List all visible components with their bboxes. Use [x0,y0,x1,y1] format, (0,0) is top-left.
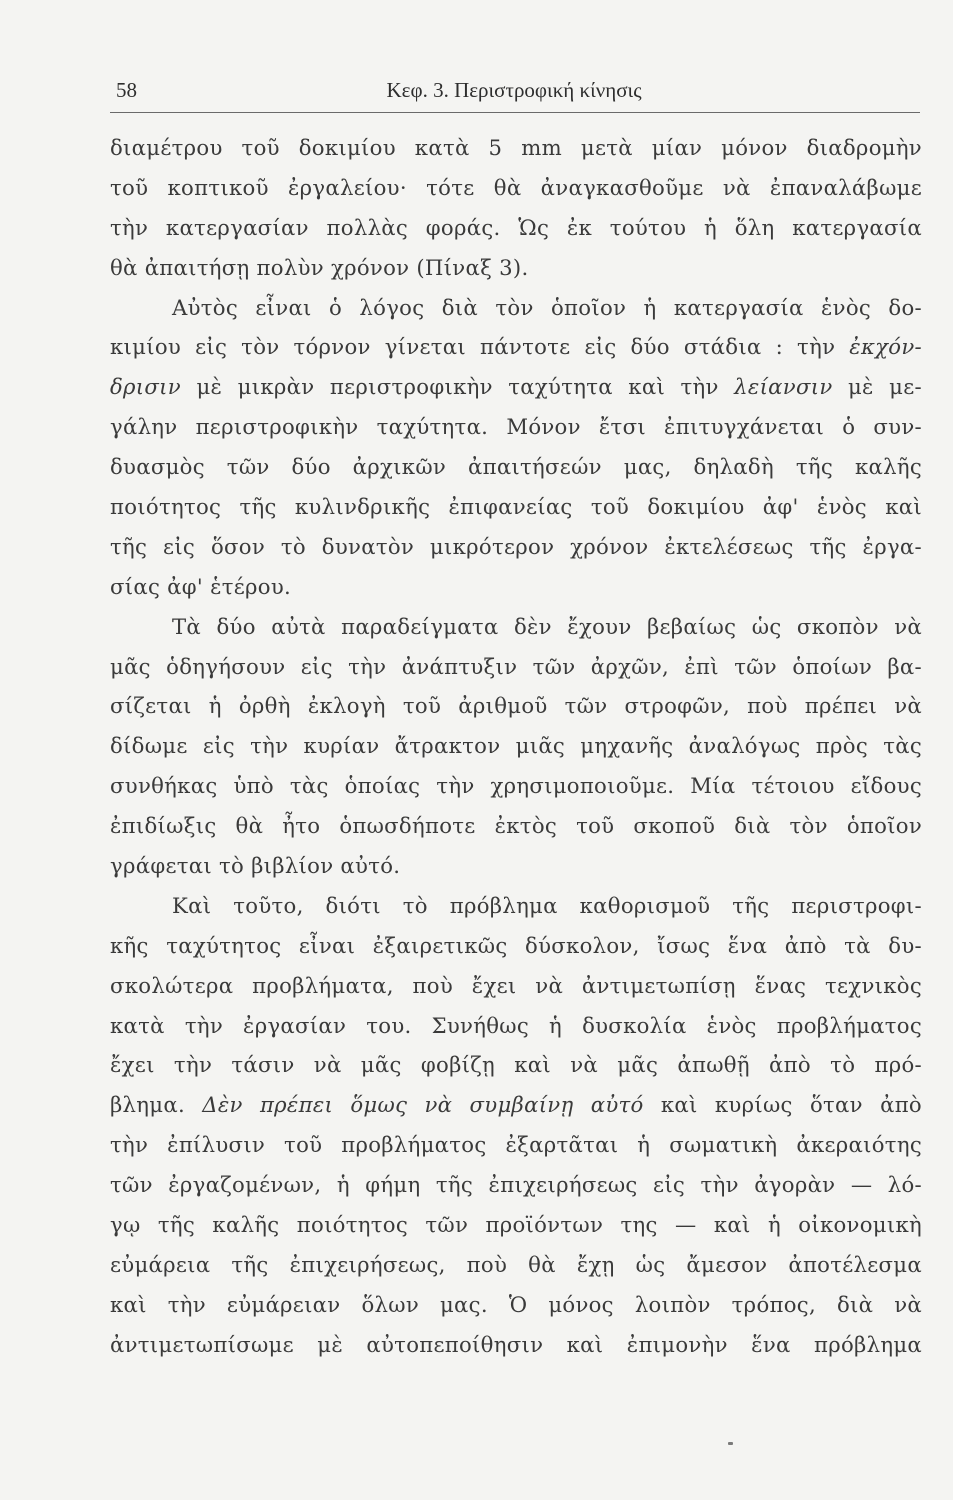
print-speck [728,1442,733,1445]
text-line: γάλην περιστροφικὴν ταχύτητα. Μόνον ἔτσι ἐπιτυγχάνεται ὁ συν- [110,414,922,440]
text-line: διαμέτρου τοῦ δοκιμίου κατὰ 5 mm μετὰ μίαν μόνον διαδρομὴν [110,135,922,160]
text-line [110,1085,922,1125]
text-line: γῳ τῆς καλῆς ποιότητος τῶν προϊόντων της — καὶ ἡ οἰκονομικὴ [110,1212,922,1238]
text-line: σκολώτερα προβλήματα, ποὺ ἔχει νὰ ἀντιμετωπίσῃ ἕνας τεχνικὸς [110,972,922,998]
text-line: εὐμάρεια τῆς ἐπιχειρήσεως, ποὺ θὰ ἔχῃ ὡς ἄμεσον ἀποτέλεσμα [110,1251,922,1277]
text-line: σίζεται ἡ ὀρθὴ ἐκλογὴ τοῦ ἀριθμοῦ τῶν στροφῶν, ποὺ πρέπει νὰ [110,693,922,719]
text-line: Καὶ τοῦτο, διότι τὸ πρόβλημα καθορισμοῦ τῆς περιστροφι- [172,892,922,918]
text-line: τῶν ἐργαζομένων, ἡ φήμη τῆς ἐπιχειρήσεως εἰς τὴν ἀγορὰν — λό- [110,1172,922,1198]
text-line: ἀντιμετωπίσωμε μὲ αὐτοπεποίθησιν καὶ ἐπιμονὴν ἕνα πρόβλημα [110,1331,922,1357]
text-line: δίδωμε εἰς τὴν κυρίαν ἄτρακτον μιᾶς μηχανῆς ἀναλόγως πρὸς τὰς [110,733,922,759]
text-line: ποιότητος τῆς κυλινδρικῆς ἐπιφανείας τοῦ δοκιμίου ἀφ' ἑνὸς καὶ [110,494,922,520]
italic-term: ἐκχόν- [849,334,922,360]
page-number: 58 [116,78,137,102]
text-line: τὴν κατεργασίαν πολλὰς φοράς. Ὡς ἐκ τούτου ἡ ὅλη κατεργασία [110,214,922,240]
text-line: θὰ ἀπαιτήσῃ πολὺν χρόνον (Πίναξ 3). [110,254,529,280]
text-run: μὲ μικρὰν περιστροφικὴν ταχύτητα καὶ τὴν [196,374,719,400]
text-run: καὶ κυρίως ὅταν ἀπὸ [660,1092,922,1118]
text-line: γράφεται τὸ βιβλίον αὐτό. [110,853,401,879]
text-run: κιμίου εἰς τὸν τόρνον γίνεται πάντοτε εἰς δύο στάδια : τὴν [110,334,836,360]
text-line: Τὰ δύο αὐτὰ παραδείγματα δὲν ἔχουν βεβαίως ὡς σκοπὸν νὰ [172,613,922,639]
chapter-title: Κεφ. 3. Περιστροφική κίνησις [386,78,642,102]
text-run: βλημα. [110,1092,185,1118]
text-line: ἐπιδίωξις θὰ ἦτο ὁπωσδήποτε ἐκτὸς τοῦ σκοποῦ διὰ τὸν ὁποῖον [110,813,922,839]
italic-phrase: Δὲν πρέπει ὅμως νὰ συμβαίνῃ αὐτό [202,1092,644,1118]
text-line [110,327,922,367]
text-line: τοῦ κοπτικοῦ ἐργαλείου· τότε θὰ ἀναγκασθοῦμε νὰ ἐπαναλάβωμε [110,174,922,200]
text-line: τῆς εἰς ὅσον τὸ δυνατὸν μικρότερον χρόνον ἐκτελέσεως τῆς ἐργα- [110,533,922,559]
text-line: συνθήκας ὑπὸ τὰς ὁποίας τὴν χρησιμοποιοῦμε. Μία τέτοιου εἴδους [110,773,922,799]
body-text [110,128,922,1365]
text-line: καὶ τὴν εὐμάρειαν ὅλων μας. Ὁ μόνος λοιπὸν τρόπος, διὰ νὰ [110,1291,922,1317]
italic-term: δρισιν [110,374,181,400]
text-line: ἔχει τὴν τάσιν νὰ μᾶς φοβίζῃ καὶ νὰ μᾶς ἀπωθῇ ἀπὸ τὸ πρό- [110,1052,922,1078]
text-run: μὲ με- [847,374,922,400]
text-line: κατὰ τὴν ἐργασίαν του. Συνήθως ἡ δυσκολία ἑνὸς προβλήματος [110,1012,922,1038]
text-line: δυασμὸς τῶν δύο ἀρχικῶν ἀπαιτήσεών μας, δηλαδὴ τῆς καλῆς [110,454,922,480]
text-line: μᾶς ὁδηγήσουν εἰς τὴν ἀνάπτυξιν τῶν ἀρχῶν, ἐπὶ τῶν ὁποίων βα- [110,653,922,679]
text-line: τὴν ἐπίλυσιν τοῦ προβλήματος ἐξαρτᾶται ἡ σωματικὴ ἀκεραιότης [110,1132,922,1158]
text-line: Αὐτὸς εἶναι ὁ λόγος διὰ τὸν ὁποῖον ἡ κατεργασία ἑνὸς δο- [172,294,922,320]
header-rule [110,112,920,113]
running-head [108,70,920,110]
text-line: κῆς ταχύτητος εἶναι ἐξαιρετικῶς δύσκολον, ἴσως ἕνα ἀπὸ τὰ δυ- [110,932,922,958]
text-line [110,367,922,407]
italic-term: λείανσιν [734,374,833,400]
text-line: σίας ἀφ' ἑτέρου. [110,573,292,599]
